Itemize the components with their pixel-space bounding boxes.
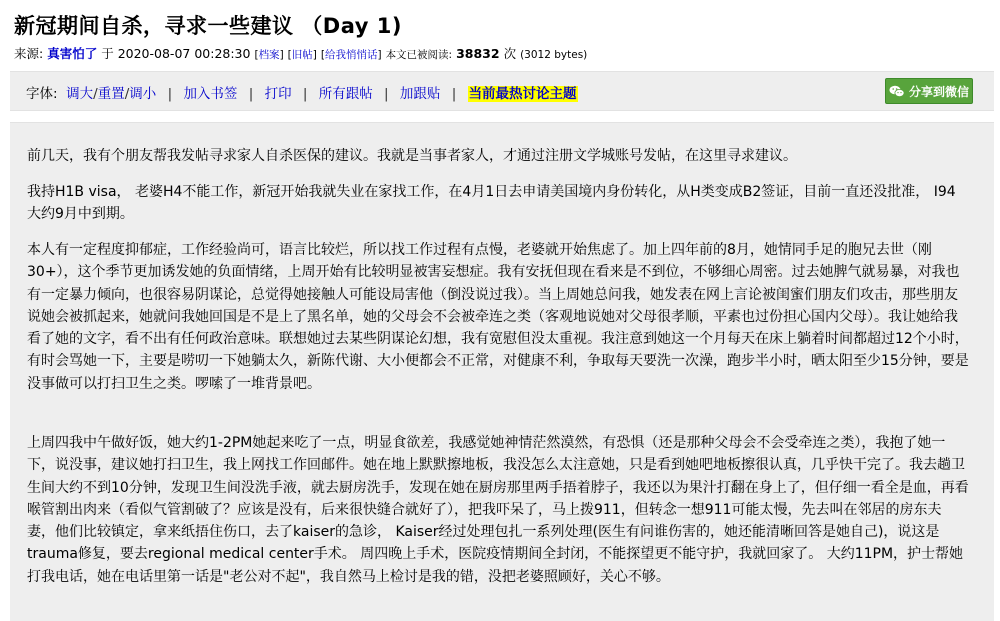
bookmark-link[interactable]: 加入书签 <box>183 86 238 102</box>
post-size: (3012 bytes) <box>520 49 588 61</box>
read-label: 本文已被阅读: <box>385 49 453 61</box>
read-count: 38832 <box>456 46 500 61</box>
all-replies-link[interactable]: 所有跟帖 <box>318 86 373 102</box>
font-larger-link[interactable]: 调大 <box>66 86 94 102</box>
paragraph: 前几天，我有个朋友帮我发帖寻求家人自杀医保的建议。我就是当事者家人，才通过注册文学城账号发帖，在这里寻求建议。 <box>27 148 797 164</box>
source-label: 来源: <box>14 46 44 61</box>
font-label: 字体: <box>26 86 58 102</box>
read-unit: 次 <box>503 46 517 61</box>
share-wechat-label: 分享到微信 <box>908 84 969 99</box>
page-title: 新冠期间自杀，寻求一些建议 （Day 1) <box>14 14 402 38</box>
paragraph: 上周四我中午做好饭，她大约1-2PM她起来吃了一点，明显食欲差，我感觉她神情茫然漠然，有恐惧（还是那种父母会不会受牵连之类），我抱了她一下，说没事，建议她打扫卫生，我上网找工作回邮件。她在地上默默擦地板，我没怎么太注意她，只是看到她吧地板擦很认真，几乎快干完了。我去趟卫生间大约不到10分钟，发现卫生间没洗手液，就去厨房洗手，发现在她在厨房那里两手捂着脖子，我还以为果汁打翻在身上了，但仔细一看全是血，再看喉管割出肉来（看似气管割破了？应该是没有，后来很快缝合就好了），把我吓呆了，马上拨911，但转念一想911可能太慢，先去叫在邻居的房东夫妻，他们比较镇定，拿来纸捂住伤口，去了kaiser的急诊， Kaiser经过处理包扎一系列处理(医生有问谁伤害的，她还能清晰回答是她自己)，说这是trauma修复，要去regional medical center手术。 周四晚上手术，医院疫情期间全封闭，不能探望更不能守护，我就回家了。 大约11PM，护士帮她打我电话，她在电话里第一话是"老公对不起"，我自然马上检讨是我的错，没把老婆照顾好，关心不够。 <box>27 435 969 585</box>
print-link[interactable]: 打印 <box>264 86 292 102</box>
post-datetime: 2020-08-07 00:28:30 <box>117 46 251 61</box>
share-wechat-button[interactable] <box>885 78 973 104</box>
old-posts-link[interactable]: 旧帖 <box>291 49 313 61</box>
reply-link[interactable]: 加跟贴 <box>399 86 441 102</box>
archive-link[interactable]: 档案 <box>258 49 280 61</box>
font-reset-link[interactable]: 重置 <box>97 86 125 102</box>
wechat-icon <box>889 85 905 98</box>
hot-topics-link[interactable]: 当前最热讨论主题 <box>468 86 577 102</box>
post-body <box>10 122 994 621</box>
date-prefix: 于 <box>101 46 114 61</box>
whisper-link[interactable]: 给我悄悄话 <box>324 49 378 61</box>
font-smaller-link[interactable]: 调小 <box>129 86 157 102</box>
paragraph: 我持H1B visa， 老婆H4不能工作，新冠开始我就失业在家找工作，在4月1日去申请美国境内身份转化，从H类变成B2签证，目前一直还没批准， I94大约9月中到期。 <box>27 184 956 223</box>
toolbar: 字体: 调大/重置/调小 | 加入书签 | 打印 | 所有跟帖 | 加跟贴 | 当前最热讨论主题 分享到微信 <box>10 71 994 111</box>
paragraph: 本人有一定程度抑郁症，工作经验尚可，语言比较烂，所以找工作过程有点慢，老婆就开始焦虑了。加上四年前的8月，她情同手足的胞兄去世（刚30+），这个季节更加诱发她的负面情绪，上周开始有比较明显被害妄想症。我有安抚但现在看来是不到位，不够细心周密。过去她脾气就易暴，对我也有一定暴力倾向，也很容易阴谋论，总觉得她接触人可能设局害他（倒没说过我）。当上周她总问我，她发表在网上言论被闺蜜们朋友们攻击，那些朋友说她会被抓起来，她就问我她回国是不是上了黑名单，她的父母会不会被牵连之类（客观地说她对父母很孝顺，平素也过份担心国内父母）。我让她给我看了她的文字，看不出有任何政治意味。联想她过去某些阴谋论幻想，我有宽慰但没太重视。我注意到她这一个月每天在床上躺着时间都超过12个小时，有时会骂她一下，主要是唠叨一下她躺太久，新陈代谢、大小便都会不正常，对健康不利，争取每天要洗一次澡，跑步半小时，晒太阳至少15分钟，要是没事做可以打扫卫生之类。啰嗦了一堆背景吧。 <box>27 242 969 392</box>
author-link[interactable]: 真害怕了 <box>47 46 98 61</box>
post-meta: 来源: 真害怕了 于 2020-08-07 00:28:30 [档案] [旧帖] [给我悄悄话] 本文已被阅读: 38832 次 (3012 bytes) <box>14 46 588 61</box>
